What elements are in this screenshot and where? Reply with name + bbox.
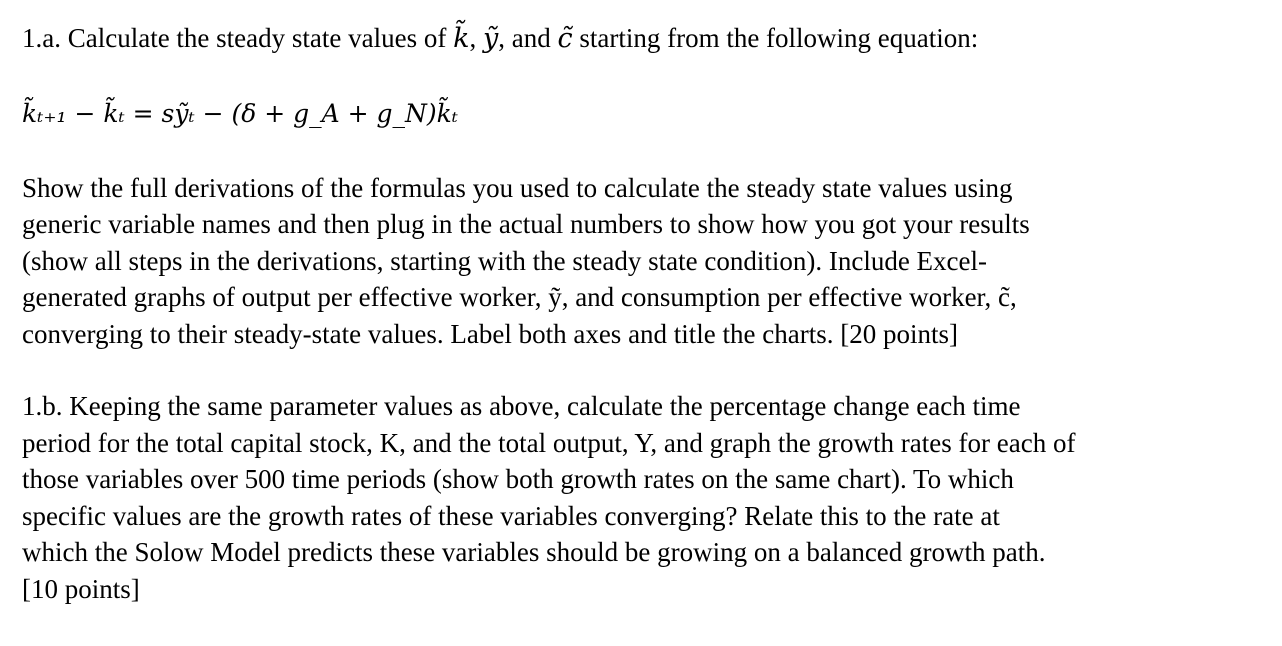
heading-suffix: starting from the following equation:	[572, 23, 979, 53]
heading-sep-2: , and	[498, 23, 558, 53]
q1a-body-line-5: converging to their steady-state values. Label both axes and title the charts. [20 points]	[22, 318, 958, 349]
q1b-body-line-2: period for the total capital stock, K, and the total output, Y, and graph the growth rates for each of	[22, 427, 1076, 458]
q1b-body-line-1: 1.b. Keeping the same parameter values as above, calculate the percentage change each time	[22, 391, 1021, 421]
q1a-body-line-4: generated graphs of output per effective worker, ỹ, and consumption per effective worker, c̃,	[22, 282, 1017, 312]
capital-accumulation-equation: k̃ₜ₊₁ − k̃ₜ = sỹₜ − (δ + g_A + g_N)k̃ₜ	[22, 98, 458, 128]
q1a-body-line-2: generic variable names and then plug in the actual numbers to show how you got your results	[22, 209, 1030, 239]
q1b-body-line-6: [10 points]	[22, 573, 140, 604]
var-y-tilde: ỹ	[482, 23, 499, 54]
heading-prefix: 1.a. Calculate the steady state values of	[22, 23, 454, 53]
question-1a-body	[22, 170, 1272, 353]
var-k-tilde: k̃	[453, 23, 470, 54]
document-page	[22, 20, 1272, 607]
question-1a-heading	[22, 20, 1272, 58]
q1b-body-line-4: specific values are the growth rates of these variables converging? Relate this to the rate at	[22, 500, 1000, 531]
q1b-body-line-5: which the Solow Model predicts these variables should be growing on a balanced growth path.	[22, 537, 1046, 567]
q1a-body-line-1: Show the full derivations of the formulas you used to calculate the steady state values using	[22, 172, 1013, 203]
question-1b-body	[22, 388, 1272, 607]
q1a-body-line-3: (show all steps in the derivations, starting with the steady state condition). Include Excel-	[22, 245, 988, 276]
heading-sep-1: ,	[469, 23, 483, 53]
var-c-tilde: c̃	[557, 23, 573, 54]
q1b-body-line-3: those variables over 500 time periods (show both growth rates on the same chart). To which	[22, 464, 1014, 494]
